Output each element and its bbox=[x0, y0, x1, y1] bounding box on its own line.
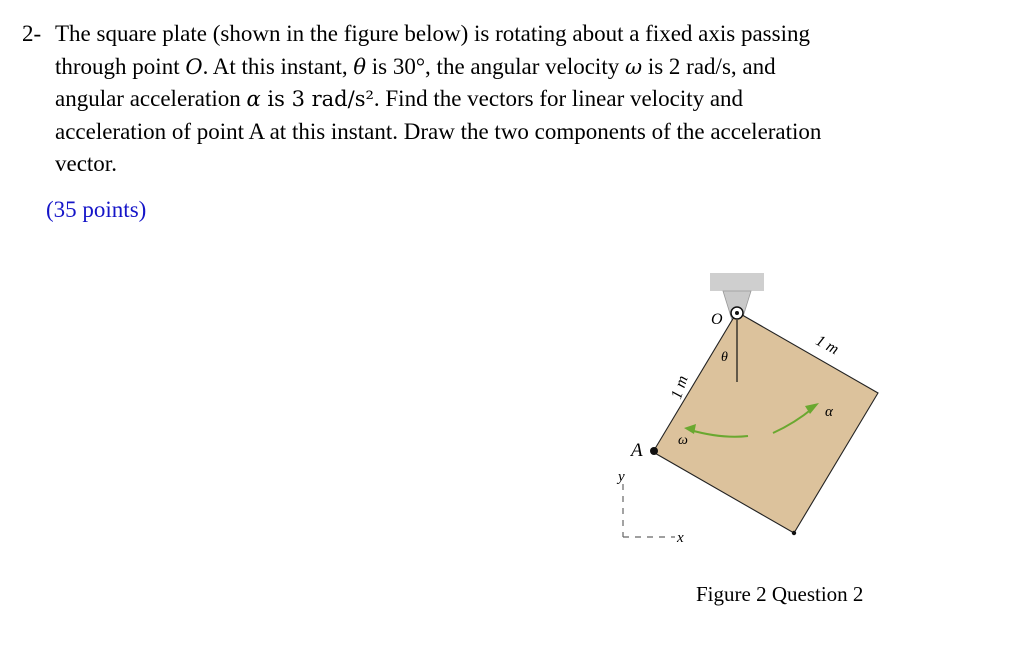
figure-caption: Figure 2 Question 2 bbox=[696, 582, 864, 606]
line3-text-a: angular acceleration bbox=[55, 86, 247, 111]
pin-o-center bbox=[735, 311, 739, 315]
square-plate bbox=[653, 312, 878, 533]
label-side-right: 1 m bbox=[812, 332, 842, 359]
label-alpha: α bbox=[825, 404, 833, 420]
alpha-symbol: α bbox=[246, 87, 261, 111]
label-a: A bbox=[631, 440, 643, 461]
label-theta: θ bbox=[721, 350, 728, 365]
label-x: x bbox=[677, 530, 684, 546]
omega-symbol: ω bbox=[624, 54, 643, 79]
label-omega: ω bbox=[678, 433, 688, 448]
theta-symbol: θ bbox=[353, 54, 367, 79]
label-side-left: 1 m bbox=[668, 373, 692, 402]
question-line-1: The square plate (shown in the figure below) is rotating about a fixed axis passing bbox=[55, 21, 810, 46]
question-line-5: vector. bbox=[55, 151, 117, 176]
line2-text-d: is 2 rad/s, and bbox=[642, 53, 776, 79]
point-o-symbol: O bbox=[185, 54, 203, 79]
line2-text-c: is 30°, the angular velocity bbox=[366, 53, 625, 79]
ceiling-support bbox=[710, 273, 764, 291]
label-o: O bbox=[711, 311, 723, 328]
label-y: y bbox=[618, 469, 625, 485]
line3-text-c: . Find the vectors for linear velocity and bbox=[373, 86, 744, 111]
line3-text-b: is 3 rad/s² bbox=[260, 87, 374, 111]
corner-dot bbox=[792, 531, 796, 535]
line2-text-a: through point bbox=[55, 53, 186, 79]
question-line-4: acceleration of point A at this instant. Draw the two components of the acceleration bbox=[55, 118, 822, 144]
line2-text-b: . At this instant, bbox=[202, 53, 354, 79]
points-label: (35 points) bbox=[46, 197, 147, 222]
point-a-dot bbox=[650, 447, 658, 455]
question-number: 2- bbox=[22, 21, 42, 46]
